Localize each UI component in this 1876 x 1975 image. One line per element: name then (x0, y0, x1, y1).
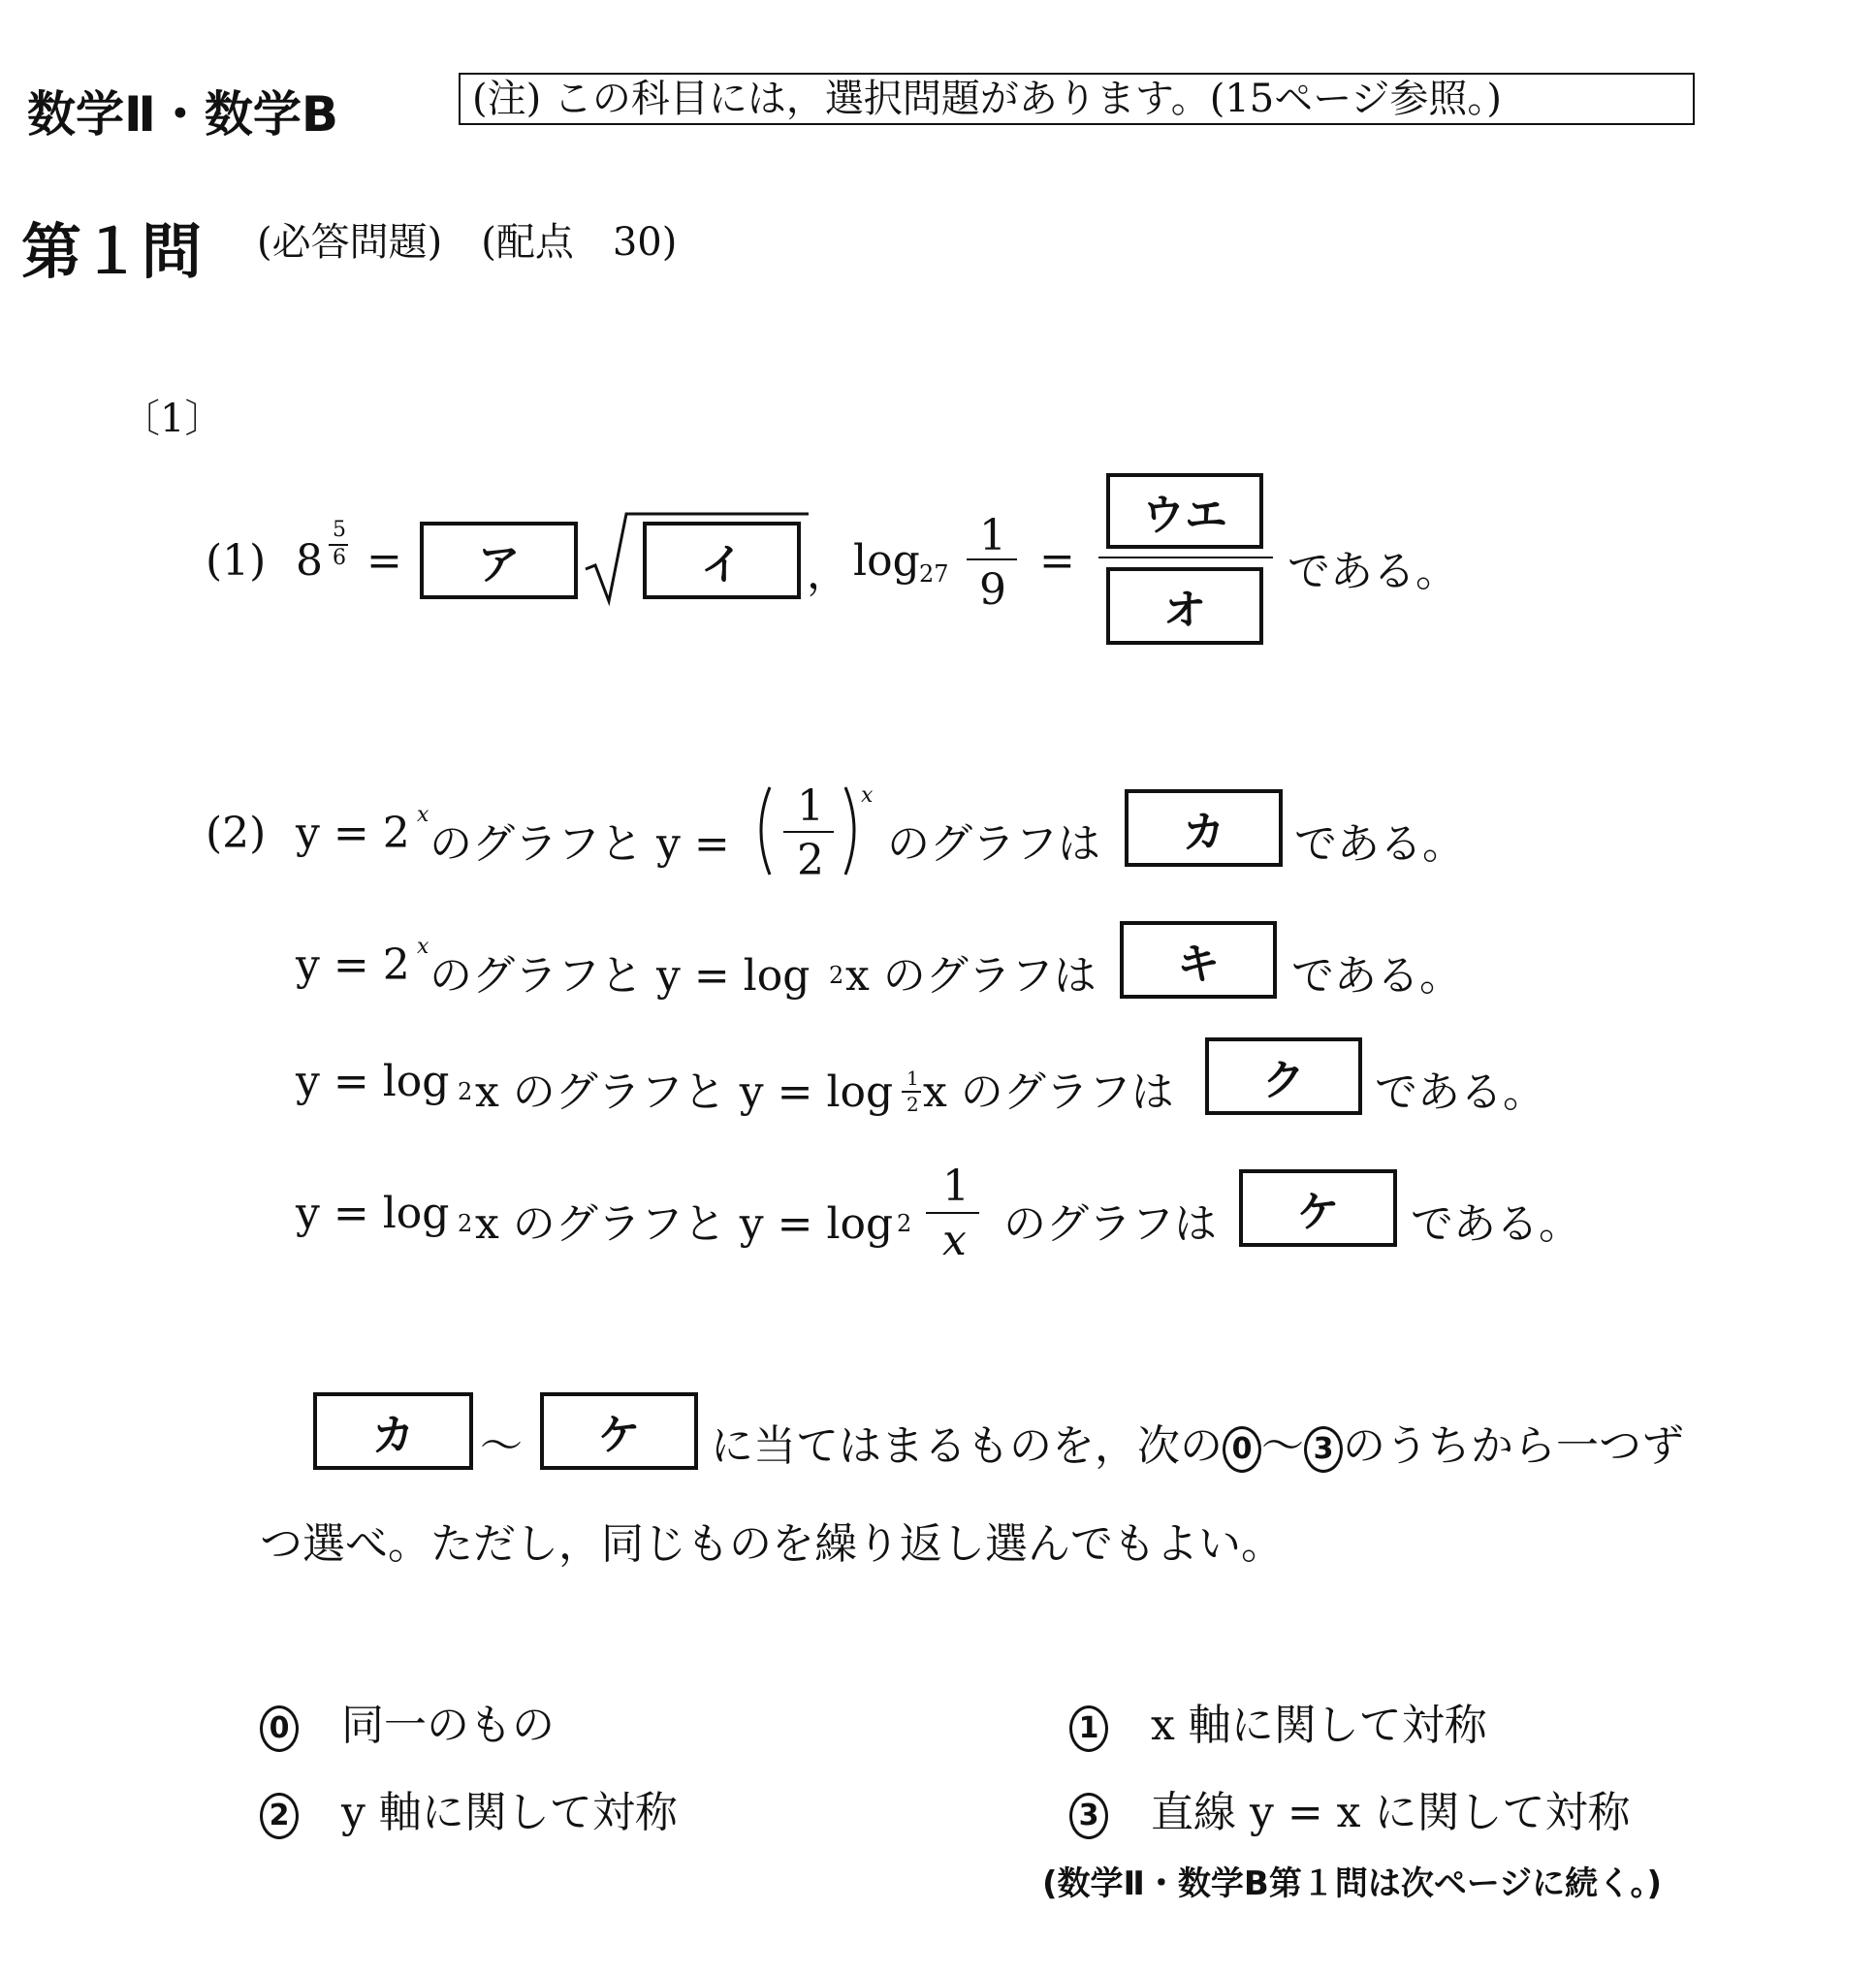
choice-2 (260, 1777, 678, 1839)
q2-line3-sub-den: 2 (906, 1093, 919, 1116)
q2-line4-frac-bar (926, 1212, 979, 1214)
choice-3 (1069, 1777, 1630, 1839)
q2-line2-sub: 2 (829, 962, 844, 989)
q2-line4-a: y = log (296, 1189, 450, 1238)
q2-line1-exp: x (417, 803, 429, 827)
choice-2-text: y 軸に関して対称 (341, 1788, 678, 1837)
choice-mark-3-ref: 3 (1304, 1426, 1343, 1473)
q2-line4-b: x のグラフと y = log (475, 1199, 894, 1249)
q1-frac-num: 1 (979, 511, 1006, 560)
q1-comma: ， (807, 549, 849, 598)
subject-note: (注) この科目には，選択問題があります。(15ページ参照。) (459, 73, 1695, 125)
q1-eq: = (366, 536, 402, 586)
instruction-text-1a: に当てはまるものを，次の (711, 1421, 1223, 1471)
q2-line1-exp2: x (861, 783, 874, 808)
instruction-text-1b: のうちから一つず (1343, 1421, 1684, 1471)
answer-box-o[interactable]: オ (1106, 567, 1263, 645)
q2-line2-c: x のグラフは (845, 951, 1097, 1001)
instruction-box-ke: ケ (540, 1392, 698, 1470)
answer-box-ki[interactable]: キ (1120, 921, 1277, 999)
q1-big-frac-bar (1098, 557, 1273, 558)
instruction-text-2: つ選べ。ただし，同じものを繰り返し選んでもよい。 (260, 1519, 1284, 1569)
question-title: 第１問 (21, 216, 203, 287)
choice-mark-2: 2 (260, 1793, 299, 1839)
q2-line3-tail: である。 (1375, 1067, 1545, 1117)
page-footer-note: (数学Ⅱ・数学B第１問は次ページに続く。) (1042, 1864, 1663, 1903)
q2-line4-tail: である。 (1411, 1199, 1581, 1249)
q2-line2-b: のグラフと y = log (429, 951, 811, 1001)
q2-line1-b: のグラフと y = (429, 819, 730, 869)
q2-line2-exp: x (417, 935, 429, 959)
q2-line1-frac-den: 2 (797, 836, 824, 885)
choice-mark-0: 0 (260, 1705, 299, 1752)
q2-line1-a: y = 2 (296, 809, 410, 858)
part-label: 〔1〕 (121, 397, 224, 441)
q1-eq2: = (1039, 536, 1075, 586)
choice-1 (1069, 1690, 1487, 1752)
q2-line1-c: のグラフは (887, 819, 1100, 869)
q2-line2-tail: である。 (1291, 951, 1462, 1001)
q1-tail: である。 (1288, 547, 1458, 596)
q2-line4-frac-den: x (942, 1216, 967, 1265)
answer-box-ka[interactable]: カ (1125, 789, 1283, 867)
q1-exp-num: 5 (333, 518, 346, 542)
answer-box-ue[interactable]: ウエ (1106, 473, 1263, 549)
instruction-tilde: ～ (480, 1421, 523, 1471)
q2-line3-a: y = log (296, 1057, 450, 1106)
q2-line3-c: x のグラフは (923, 1067, 1174, 1117)
instruction-box-ka: カ (313, 1392, 473, 1470)
choice-mark-1: 1 (1069, 1705, 1108, 1752)
answer-box-ku[interactable]: ク (1205, 1037, 1362, 1115)
question-subtitle: (必答問題) (配点 30) (257, 220, 678, 265)
q2-line2-a: y = 2 (296, 940, 410, 990)
paren-right (842, 785, 861, 877)
q1-log-base: 27 (919, 560, 949, 588)
q2-line1-frac-bar (783, 831, 834, 833)
q1-frac-bar (967, 558, 1017, 560)
q2-line3-sub: 2 (458, 1078, 473, 1105)
q1-log: log (853, 536, 920, 586)
q2-line1-tail: である。 (1294, 819, 1465, 869)
q1-number: (1) (206, 536, 267, 586)
paren-left (754, 785, 774, 877)
q2-number: (2) (206, 809, 267, 858)
q1-frac-den: 9 (979, 565, 1006, 615)
q2-line3-b: x のグラフと y = log (475, 1067, 894, 1117)
q2-line4-sub: 2 (458, 1210, 473, 1237)
answer-box-ke[interactable]: ケ (1239, 1169, 1397, 1247)
instruction-tilde-2: ～ (1261, 1421, 1304, 1471)
choice-0 (260, 1690, 555, 1752)
q2-line1-frac-num: 1 (797, 781, 824, 831)
q2-line4-frac-num: 1 (942, 1162, 970, 1211)
choice-3-text: 直線 y = x に関して対称 (1151, 1788, 1631, 1837)
subject-title: 数学Ⅱ・数学B (27, 86, 339, 143)
q2-line4-c: のグラフは (1003, 1199, 1217, 1249)
instruction-text-1 (711, 1411, 1684, 1473)
q2-line3-sub-num: 1 (906, 1067, 919, 1090)
q2-line4-sub2: 2 (897, 1210, 912, 1237)
q1-base: 8 (296, 536, 323, 586)
choice-1-text: x 軸に関して対称 (1151, 1701, 1487, 1750)
answer-box-a[interactable]: ア (420, 522, 578, 599)
answer-box-i[interactable]: イ (643, 522, 801, 599)
choice-mark-3: 3 (1069, 1793, 1108, 1839)
choice-mark-0-ref: 0 (1223, 1426, 1261, 1473)
choice-0-text: 同一のもの (341, 1701, 555, 1750)
q1-exp-den: 6 (333, 546, 346, 570)
